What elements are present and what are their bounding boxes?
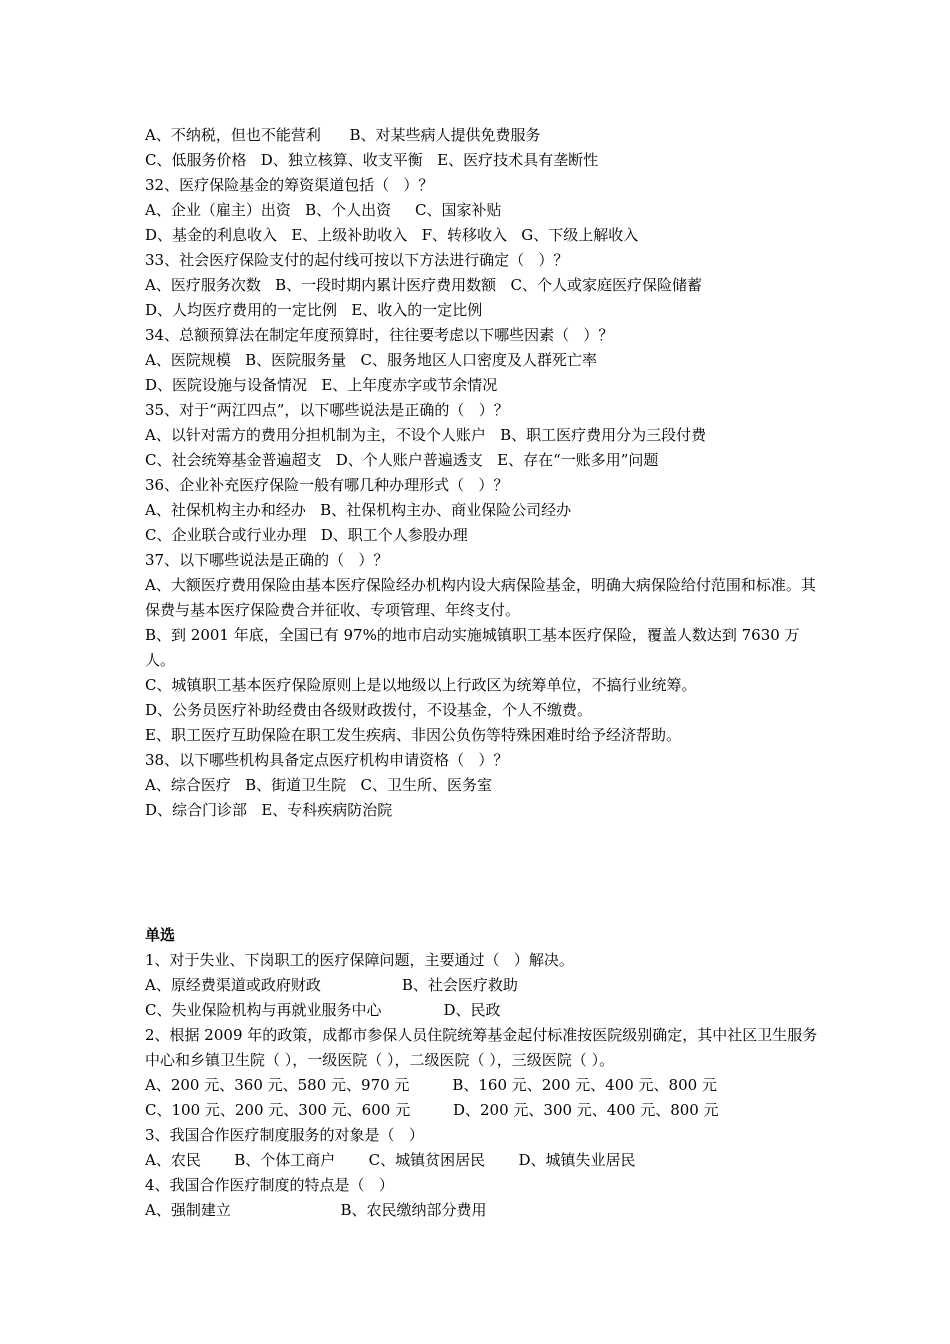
text-line: E、职工医疗互助保险在职工发生疾病、非因公负伤等特殊困难时给予经济帮助。 <box>145 726 681 744</box>
text-line: D、医院设施与设备情况 E、上年度赤字或节余情况 <box>145 376 498 394</box>
text-line: A、以针对需方的费用分担机制为主，不设个人账户 B、职工医疗费用分为三段付费 <box>145 426 707 444</box>
question-36: 36、企业补充医疗保险一般有哪几种办理形式（ ）？ <box>145 476 509 494</box>
question-35: 35、对于“两江四点”，以下哪些说法是正确的（ ）？ <box>145 401 509 419</box>
text-line: A、医院规模 B、医院服务量 C、服务地区人口密度及人群死亡率 <box>145 351 597 369</box>
text-line: A、农民 B、个体工商户 C、城镇贫困居民 D、城镇失业居民 <box>145 1151 636 1169</box>
text-line: D、基金的利息收入 E、上级补助收入 F、转移收入 G、下级上解收入 <box>145 226 639 244</box>
text-line: A、社保机构主办和经办 B、社保机构主办、商业保险公司经办 <box>145 501 572 519</box>
question-2: 2、根据 2009 年的政策，成都市参保人员住院统筹基金起付标准按医院级别确定，其中社区卫生服务中心和乡镇卫生院（ ），一级医院（ ），二级医院（ ），三级医院（ ）。 <box>145 1026 818 1069</box>
text-line: A、200 元、360 元、580 元、970 元 B、160 元、200 元、400 元、800 元 <box>145 1076 717 1094</box>
document-page <box>145 123 825 1223</box>
text-line: C、失业保险机构与再就业服务中心 D、民政 <box>145 1001 501 1019</box>
section-heading: 单选 <box>145 926 176 944</box>
option-paragraph-b: B、到 2001 年底，全国已有 97%的地市启动实施城镇职工基本医疗保险，覆盖人数达到 7630 万人。 <box>145 626 800 669</box>
single-choice-section <box>145 923 825 1223</box>
section-spacer <box>145 823 825 923</box>
question-3: 3、我国合作医疗制度服务的对象是（ ） <box>145 1126 424 1144</box>
text-line: A、企业（雇主）出资 B、个人出资 C、国家补贴 <box>145 201 502 219</box>
question-37: 37、以下哪些说法是正确的（ ）？ <box>145 551 389 569</box>
question-1: 1、对于失业、下岗职工的医疗保障问题，主要通过（ ）解决。 <box>145 951 574 969</box>
text-line: A、医疗服务次数 B、一段时期内累计医疗费用数额 C、个人或家庭医疗保险储蓄 <box>145 276 702 294</box>
text-line: A、不纳税，但也不能营利 B、对某些病人提供免费服务 <box>145 126 541 144</box>
text-line: C、城镇职工基本医疗保险原则上是以地级以上行政区为统筹单位，不搞行业统筹。 <box>145 676 697 694</box>
text-line: D、综合门诊部 E、专科疾病防治院 <box>145 801 393 819</box>
text-line: A、综合医疗 B、街道卫生院 C、卫生所、医务室 <box>145 776 492 794</box>
option-paragraph-a: A、大额医疗费用保险由基本医疗保险经办机构内设大病保险基金，明确大病保险给付范围和标准。其保费与基本医疗保险费合并征收、专项管理、年终支付。 <box>145 576 816 619</box>
text-line: C、社会统筹基金普遍超支 D、个人账户普遍透支 E、存在“一账多用”问题 <box>145 451 659 469</box>
text-line: C、企业联合或行业办理 D、职工个人参股办理 <box>145 526 468 544</box>
question-33: 33、社会医疗保险支付的起付线可按以下方法进行确定（ ）？ <box>145 251 569 269</box>
question-34: 34、总额预算法在制定年度预算时，往往要考虑以下哪些因素（ ）？ <box>145 326 614 344</box>
question-32: 32、医疗保险基金的筹资渠道包括（ ）？ <box>145 176 434 194</box>
question-4: 4、我国合作医疗制度的特点是（ ） <box>145 1176 394 1194</box>
question-38: 38、以下哪些机构具备定点医疗机构申请资格（ ）？ <box>145 751 509 769</box>
text-line: D、公务员医疗补助经费由各级财政拨付，不设基金，个人不缴费。 <box>145 701 593 719</box>
text-line: A、原经费渠道或政府财政 B、社会医疗救助 <box>145 976 518 994</box>
text-line: C、100 元、200 元、300 元、600 元 D、200 元、300 元、400 元、800 元 <box>145 1101 719 1119</box>
text-line: C、低服务价格 D、独立核算、收支平衡 E、医疗技术具有垄断性 <box>145 151 599 169</box>
multiple-choice-section <box>145 123 825 823</box>
text-line: A、强制建立 B、农民缴纳部分费用 <box>145 1201 487 1219</box>
text-line: D、人均医疗费用的一定比例 E、收入的一定比例 <box>145 301 483 319</box>
